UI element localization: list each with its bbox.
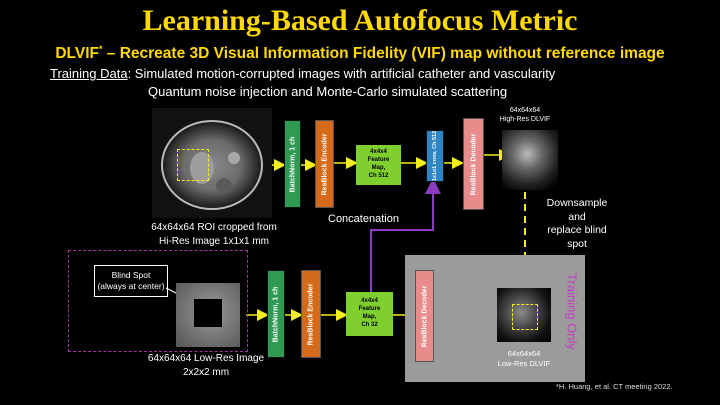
batchnorm-top-label: BatchNorm, 1 ch <box>289 136 296 192</box>
feature-map-bottom-word1: Feature <box>358 306 381 313</box>
conv-top-label: 1x1x1 conv, Ch 512 <box>432 130 438 182</box>
feature-map-top-size: 4x4x4 <box>370 149 387 156</box>
roi-caption-line-1: 64x64x64 ROI cropped from <box>151 222 277 233</box>
downsample-line-1: Downsample <box>546 197 608 209</box>
low-res-ct-image <box>176 283 240 347</box>
batchnorm-bottom <box>267 270 285 358</box>
dlvif-term: DLVIF <box>55 45 99 63</box>
training-data-label: Training Data <box>50 66 128 81</box>
high-res-dlvif-label: High-Res DLVIF <box>499 116 551 124</box>
decoder-top-label: ResBlock Decoder <box>470 133 478 195</box>
low-res-dlvif-roi-box <box>512 304 538 330</box>
roi-caption-line-2: Hi-Res Image 1x1x1 mm <box>158 235 270 247</box>
citation: *H. Huang, et al. CT meeting 2022. <box>556 382 673 391</box>
feature-map-bottom-size: 4x4x4 <box>361 298 378 305</box>
batchnorm-bottom-label: BatchNorm, 1 ch <box>272 286 280 342</box>
footnote-mark: * <box>98 44 103 54</box>
downsample-line-4: spot <box>567 237 587 250</box>
encoder-bottom-label: ResBlock Encoder <box>307 283 315 345</box>
feature-map-top-channels: Ch 512 <box>368 172 389 179</box>
slide-title: Learning-Based Autofocus Metric <box>142 4 578 37</box>
concatenation-label: Concatenation <box>328 213 399 225</box>
high-res-dlvif-size: 64x64x64 <box>509 107 541 114</box>
training-data-line-2: Quantum noise injection and Monte-Carlo simulated scattering <box>148 84 508 99</box>
low-res-dlvif-label: Low-Res DLVIF <box>497 358 551 368</box>
subtitle-text: – Recreate 3D Visual Information Fidelity (VIF) map without reference image <box>102 45 665 63</box>
blind-spot-note: (always at center) <box>97 281 165 291</box>
downsample-line-3: replace blind <box>547 224 607 237</box>
feature-map-bottom-word2: Map, <box>362 314 377 320</box>
feature-map-bottom <box>346 292 393 336</box>
downsample-line-2: and <box>568 210 586 223</box>
feature-map-bottom-channels: Ch 32 <box>361 321 378 328</box>
low-res-dlvif-size: 64x64x64 <box>507 349 541 358</box>
decoder-bottom <box>415 270 434 362</box>
encoder-top-label: ResBlock Encoder <box>321 133 329 195</box>
training-only-label: Training Only <box>564 273 580 350</box>
blind-spot-title: Blind Spot <box>111 270 151 281</box>
encoder-bottom <box>301 270 321 358</box>
training-data-text: : Simulated motion-corrupted images with artificial catheter and vascularity <box>127 66 556 81</box>
feature-map-top-word1: Feature <box>367 157 390 164</box>
decoder-bottom-label: ResBlock Decoder <box>421 285 429 347</box>
blind-spot-mask <box>194 299 222 327</box>
low-res-input-line-1: 64x64x64 Low-Res Image <box>147 353 265 364</box>
low-res-input-line-2: 2x2x2 mm <box>182 366 230 378</box>
low-res-dlvif-caption <box>486 349 562 369</box>
feature-map-top-word2: Map, <box>371 165 386 171</box>
